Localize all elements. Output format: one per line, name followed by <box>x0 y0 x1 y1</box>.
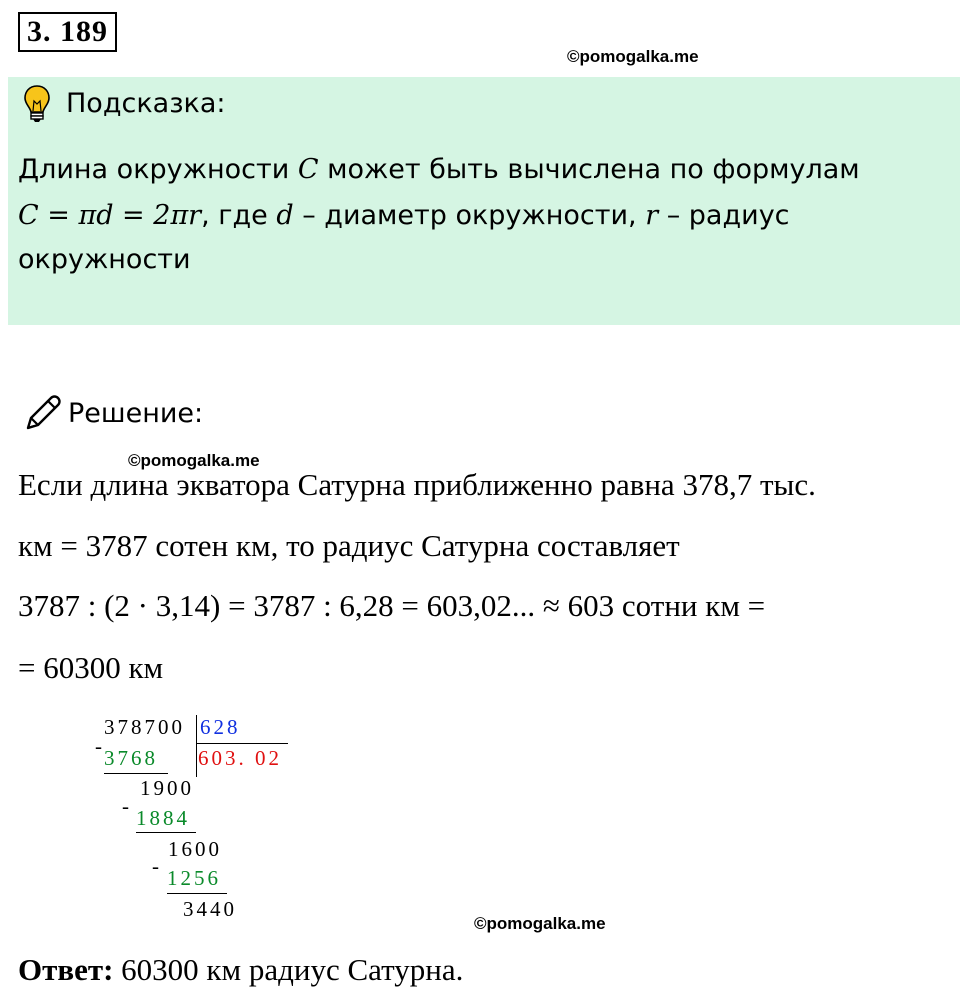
step-line-2 <box>136 832 196 833</box>
minus-sign: - <box>152 854 162 878</box>
hint-line-3: окружности <box>18 244 191 275</box>
hint-line2-r: – радиус <box>658 200 790 231</box>
hint-line2-d: – диаметр окружности, <box>293 200 646 231</box>
solution-line-1: Если длина экватора Сатурна приближенно равна 378,7 тыс. <box>18 467 816 502</box>
pencil-icon <box>22 394 62 434</box>
subtract-1: 3768 <box>104 746 158 770</box>
hint-line-2 <box>18 200 790 231</box>
solution-line-3: 3787 : (2 · 3,14) = 3787 : 6,28 = 603,02... ≈ 603 сотни км = <box>18 588 766 623</box>
problem-number: 3. 189 <box>18 12 117 52</box>
divisor: 628 <box>200 715 241 739</box>
lightbulb-icon <box>22 84 52 124</box>
remainder-3: 3440 <box>183 897 237 921</box>
subtract-2: 1884 <box>136 806 190 830</box>
watermark-bottom: ©pomogalka.me <box>474 914 606 933</box>
divisor-underline <box>196 743 288 744</box>
quotient: 603. 02 <box>198 746 282 770</box>
hint-var-r: r <box>645 200 659 231</box>
hint-formula: C = πd = 2πr <box>18 200 202 231</box>
hint-var-d: d <box>276 200 294 231</box>
hint-term: Длина окружности <box>18 154 290 185</box>
dividend: 378700 <box>104 715 185 739</box>
remainder-1: 1900 <box>140 776 194 800</box>
hint-var-c: C <box>297 154 319 185</box>
hint-line1-rest: может быть вычислена по формулам <box>318 154 860 185</box>
step-line-1 <box>104 773 168 774</box>
long-division <box>90 710 310 925</box>
answer-text: 60300 км радиус Сатурна. <box>113 952 464 987</box>
remainder-2: 1600 <box>168 837 222 861</box>
hint-title: Подсказка: <box>66 88 226 119</box>
solution-title: Решение: <box>68 398 204 429</box>
watermark-middle: ©pomogalka.me <box>128 451 260 470</box>
minus-sign: - <box>95 734 105 758</box>
step-line-3 <box>167 893 227 894</box>
hint-line-1 <box>18 154 860 185</box>
answer <box>18 952 463 988</box>
watermark-top: ©pomogalka.me <box>567 47 699 66</box>
solution-line-2: км = 3787 сотен км, то радиус Сатурна составляет <box>18 528 680 563</box>
answer-label: Ответ: <box>18 952 114 987</box>
minus-sign: - <box>122 794 132 818</box>
subtract-3: 1256 <box>167 866 221 890</box>
solution-line-4: = 60300 км <box>18 650 164 685</box>
division-vertical-line <box>196 715 197 777</box>
hint-line2-mid: , где <box>201 200 277 231</box>
